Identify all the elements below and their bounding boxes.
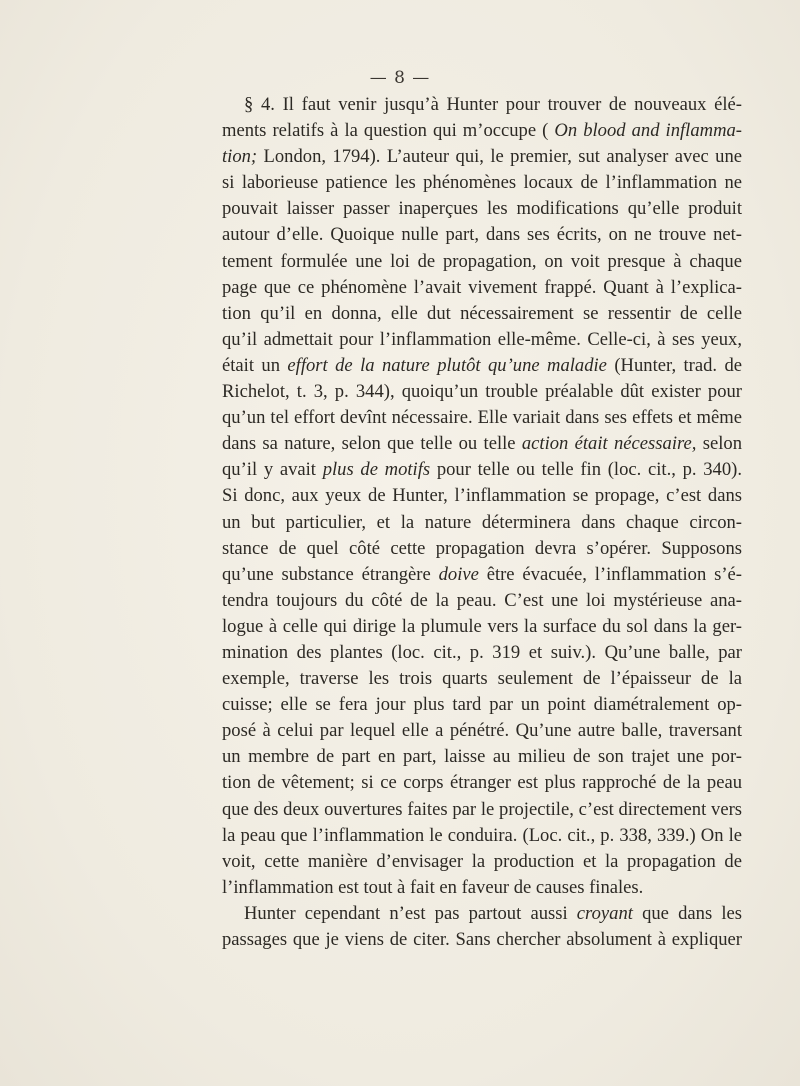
- text-segment: exemple, traverse les trois quarts seulement de l’épaisseur de la: [222, 668, 742, 690]
- text-line: [222, 797, 742, 823]
- text-segment: Hunter cependant n’est pas partout aussi: [244, 902, 577, 924]
- text-segment: posé à celui par lequel elle a pénétré. Qu’une autre balle, traversant: [222, 720, 742, 742]
- text-segment: Richelot, t. 3, p. 344), quoiqu’un trouble préalable dût exister pour: [222, 381, 742, 403]
- text-line: [222, 196, 742, 222]
- italic-text: croyant: [576, 902, 633, 924]
- text-segment: pour telle ou telle fin (loc. cit., p. 340).: [430, 459, 742, 481]
- text-line: [222, 849, 742, 875]
- text-segment: qu’il admettait pour l’inflammation elle-même. Celle-ci, à ses yeux,: [222, 328, 742, 350]
- text-line: [222, 770, 742, 796]
- text-line: [222, 118, 742, 144]
- text-line: [222, 405, 742, 431]
- text-segment: un membre de part en part, laisse au milieu de son trajet une por-: [222, 746, 742, 768]
- text-segment: qu’une substance étrangère: [222, 563, 439, 585]
- text-segment: pouvait laisser passer inaperçues les modifications qu’elle produit: [222, 198, 742, 220]
- text-line: [222, 744, 742, 770]
- italic-text: tion;: [222, 146, 258, 168]
- text-segment: page que ce phénomène l’avait vivement frappé. Quant à l’explica-: [222, 276, 742, 298]
- text-segment: un but particulier, et la nature déterminera dans chaque circon-: [222, 511, 742, 533]
- text-line: [222, 222, 742, 248]
- text-line: [222, 327, 742, 353]
- text-segment: qu’il y avait: [222, 459, 323, 481]
- text-segment: l’inflammation est tout à fait en faveur de causes finales.: [222, 876, 644, 898]
- text-line: [222, 614, 742, 640]
- text-segment: tement formulée une loi de propagation, on voit presque à chaque: [222, 250, 742, 272]
- text-line: [222, 457, 742, 483]
- text-segment: logue à celle qui dirige la plumule vers la surface du sol dans la ger-: [222, 615, 742, 637]
- text-line: [222, 588, 742, 614]
- text-segment: selon: [696, 433, 742, 455]
- text-line: [222, 483, 742, 509]
- text-segment: dans sa nature, selon que telle ou telle: [222, 433, 522, 455]
- text-segment: mination des plantes (loc. cit., p. 319 et suiv.). Qu’une balle, par: [222, 641, 742, 663]
- text-line: [222, 249, 742, 275]
- text-segment: que des deux ouvertures faites par le projectile, c’est directement vers: [222, 798, 742, 820]
- text-line: [222, 92, 742, 118]
- text-line: [222, 536, 742, 562]
- text-line: [222, 562, 742, 588]
- text-segment: stance de quel côté cette propagation devra s’opérer. Supposons: [222, 537, 742, 559]
- text-segment: voit, cette manière d’envisager la production et la propagation de: [222, 850, 742, 872]
- text-segment: § 4. Il faut venir jusqu’à Hunter pour trouver de nouveaux élé-: [244, 94, 742, 115]
- text-segment: London, 1794). L’auteur qui, le premier, sut analyser avec une: [257, 146, 742, 168]
- text-segment: la peau que l’inflammation le conduira. (Loc. cit., p. 338, 339.) On le: [222, 824, 742, 846]
- text-line: [222, 718, 742, 744]
- text-line: [222, 901, 742, 927]
- text-segment: être évacuée, l’inflammation s’é-: [478, 563, 742, 585]
- text-segment: ments relatifs à la question qui m’occupe (: [222, 120, 555, 142]
- text-line: [222, 144, 742, 170]
- text-line: [222, 275, 742, 301]
- text-segment: cuisse; elle se fera jour plus tard par un point diamétralement op-: [222, 694, 742, 716]
- text-segment: qu’un tel effort devînt nécessaire. Elle variait dans ses effets et même: [222, 407, 742, 429]
- text-line: [222, 301, 742, 327]
- text-segment: si laborieuse patience les phénomènes locaux de l’inflammation ne: [222, 172, 742, 194]
- text-line: [222, 875, 742, 901]
- text-line: [222, 431, 742, 457]
- text-line: [222, 379, 742, 405]
- text-segment: que dans les: [632, 902, 742, 924]
- text-line: [222, 353, 742, 379]
- italic-text: effort de la nature plutôt qu’une maladie: [287, 354, 607, 376]
- text-line: [222, 510, 742, 536]
- text-segment: (Hunter, trad. de: [606, 354, 743, 376]
- text-segment: tion qu’il en donna, elle dut nécessairement se ressentir de celle: [222, 302, 742, 324]
- text-line: [222, 692, 742, 718]
- text-segment: était un: [222, 354, 288, 376]
- italic-text: On blood and inflamma-: [554, 120, 742, 142]
- text-segment: tion de vêtement; si ce corps étranger est plus rapproché de la peau: [222, 772, 742, 794]
- text-line: [222, 823, 742, 849]
- italic-text: action était nécessaire,: [521, 433, 697, 455]
- text-segment: tendra toujours du côté de la peau. C’est une loi mystérieuse ana-: [222, 589, 742, 611]
- text-line: [222, 170, 742, 196]
- italic-text: plus de motifs: [322, 459, 431, 481]
- text-line: [222, 927, 742, 953]
- text-line: [222, 666, 742, 692]
- italic-text: doive: [438, 563, 479, 585]
- text-segment: passages que je viens de citer. Sans chercher absolument à expliquer: [222, 929, 742, 950]
- text-segment: Si donc, aux yeux de Hunter, l’inflammation se propage, c’est dans: [222, 485, 742, 507]
- body-text: [222, 92, 742, 953]
- page-number: — 8 —: [369, 68, 431, 88]
- text-line: [222, 640, 742, 666]
- text-segment: autour d’elle. Quoique nulle part, dans ses écrits, on ne trouve net-: [222, 224, 742, 246]
